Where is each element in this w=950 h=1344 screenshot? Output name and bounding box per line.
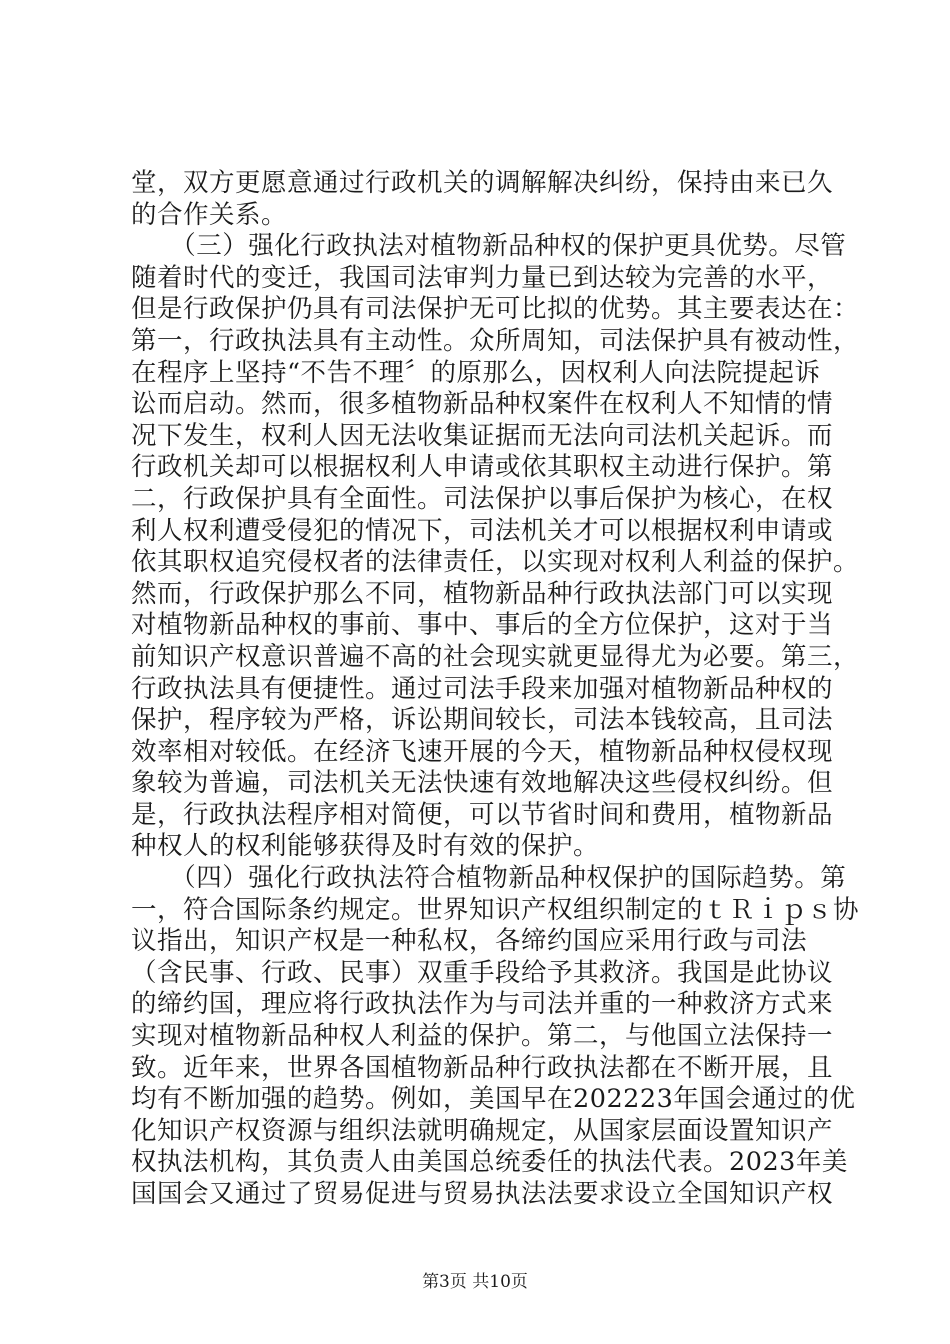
text-line: 前知识产权意识普遍不高的社会现实就更显得尤为必要。第三， <box>131 641 860 672</box>
text-line: 是，行政执法程序相对简便，可以节省时间和费用，植物新品 <box>131 799 834 830</box>
text-line: 但是行政保护仍具有司法保护无可比拟的优势。其主要表达在： <box>131 294 860 325</box>
text-line: 保护，程序较为严格，诉讼期间较长，司法本钱较高，且司法 <box>131 705 834 736</box>
text-line: 行政执法具有便捷性。通过司法手段来加强对植物新品种权的 <box>131 673 834 704</box>
text-line: 致。近年来，世界各国植物新品种行政执法都在不断开展，且 <box>131 1052 834 1083</box>
text-line: 国国会又通过了贸易促进与贸易执法法要求设立全国知识产权 <box>131 1179 834 1209</box>
text-line: 种权人的权利能够获得及时有效的保护。 <box>131 831 600 862</box>
text-line: 堂，双方更愿意通过行政机关的调解解决纠纷，保持由来已久 <box>131 168 834 198</box>
text-line: 况下发生，权利人因无法收集证据而无法向司法机关起诉。而 <box>131 420 834 451</box>
text-line: 一，符合国际条约规定。世界知识产权组织制定的ｔＲｉｐｓ协 <box>131 894 860 925</box>
text-line: 议指出，知识产权是一种私权，各缔约国应采用行政与司法 <box>131 926 808 957</box>
text-line: 然而，行政保护那么不同，植物新品种行政执法部门可以实现 <box>131 578 834 609</box>
text-line: 的缔约国，理应将行政执法作为与司法并重的一种救济方式来 <box>131 989 834 1020</box>
document-body <box>131 168 860 1211</box>
text-line: 效率相对较低。在经济飞速开展的今天，植物新品种权侵权现 <box>131 736 834 767</box>
text-line: 权执法机构，其负责人由美国总统委任的执法代表。2023年美 <box>131 1147 848 1178</box>
text-line: 均有不断加强的趋势。例如，美国早在202223年国会通过的优 <box>131 1084 856 1115</box>
text-line: 第一，行政执法具有主动性。众所周知，司法保护具有被动性， <box>131 325 860 356</box>
page-number: 第3页 共10页 <box>422 1272 528 1292</box>
text-line: 讼而启动。然而，很多植物新品种权案件在权利人不知情的情 <box>131 389 834 420</box>
text-line: （三）强化行政执法对植物新品种权的保护更具优势。尽管 <box>131 231 847 262</box>
text-line: 随着时代的变迁，我国司法审判力量已到达较为完善的水平， <box>131 262 834 293</box>
text-line: 二，行政保护具有全面性。司法保护以事后保护为核心，在权 <box>131 483 834 514</box>
text-line: 对植物新品种权的事前、事中、事后的全方位保护，这对于当 <box>131 610 834 641</box>
text-line: 依其职权追究侵权者的法律责任，以实现对权利人利益的保护。 <box>131 547 860 578</box>
text-line: 实现对植物新品种权人利益的保护。第二，与他国立法保持一 <box>131 1021 834 1052</box>
text-line: 利人权利遭受侵犯的情况下，司法机关才可以根据权利申请或 <box>131 515 834 546</box>
text-line: 行政机关却可以根据权利人申请或依其职权主动进行保护。第 <box>131 452 834 483</box>
text-line: （含民事、行政、民事）双重手段给予其救济。我国是此协议 <box>131 957 834 988</box>
text-line: 化知识产权资源与组织法就明确规定，从国家层面设置知识产 <box>131 1115 834 1146</box>
text-line: 的合作关系。 <box>131 199 288 230</box>
text-line: 在程序上坚持“不告不理〞的原那么，因权利人向法院提起诉 <box>131 357 821 388</box>
page-footer <box>0 1271 950 1293</box>
text-line: 象较为普遍，司法机关无法快速有效地解决这些侵权纠纷。但 <box>131 768 834 799</box>
text-line: （四）强化行政执法符合植物新品种权保护的国际趋势。第 <box>131 863 847 894</box>
